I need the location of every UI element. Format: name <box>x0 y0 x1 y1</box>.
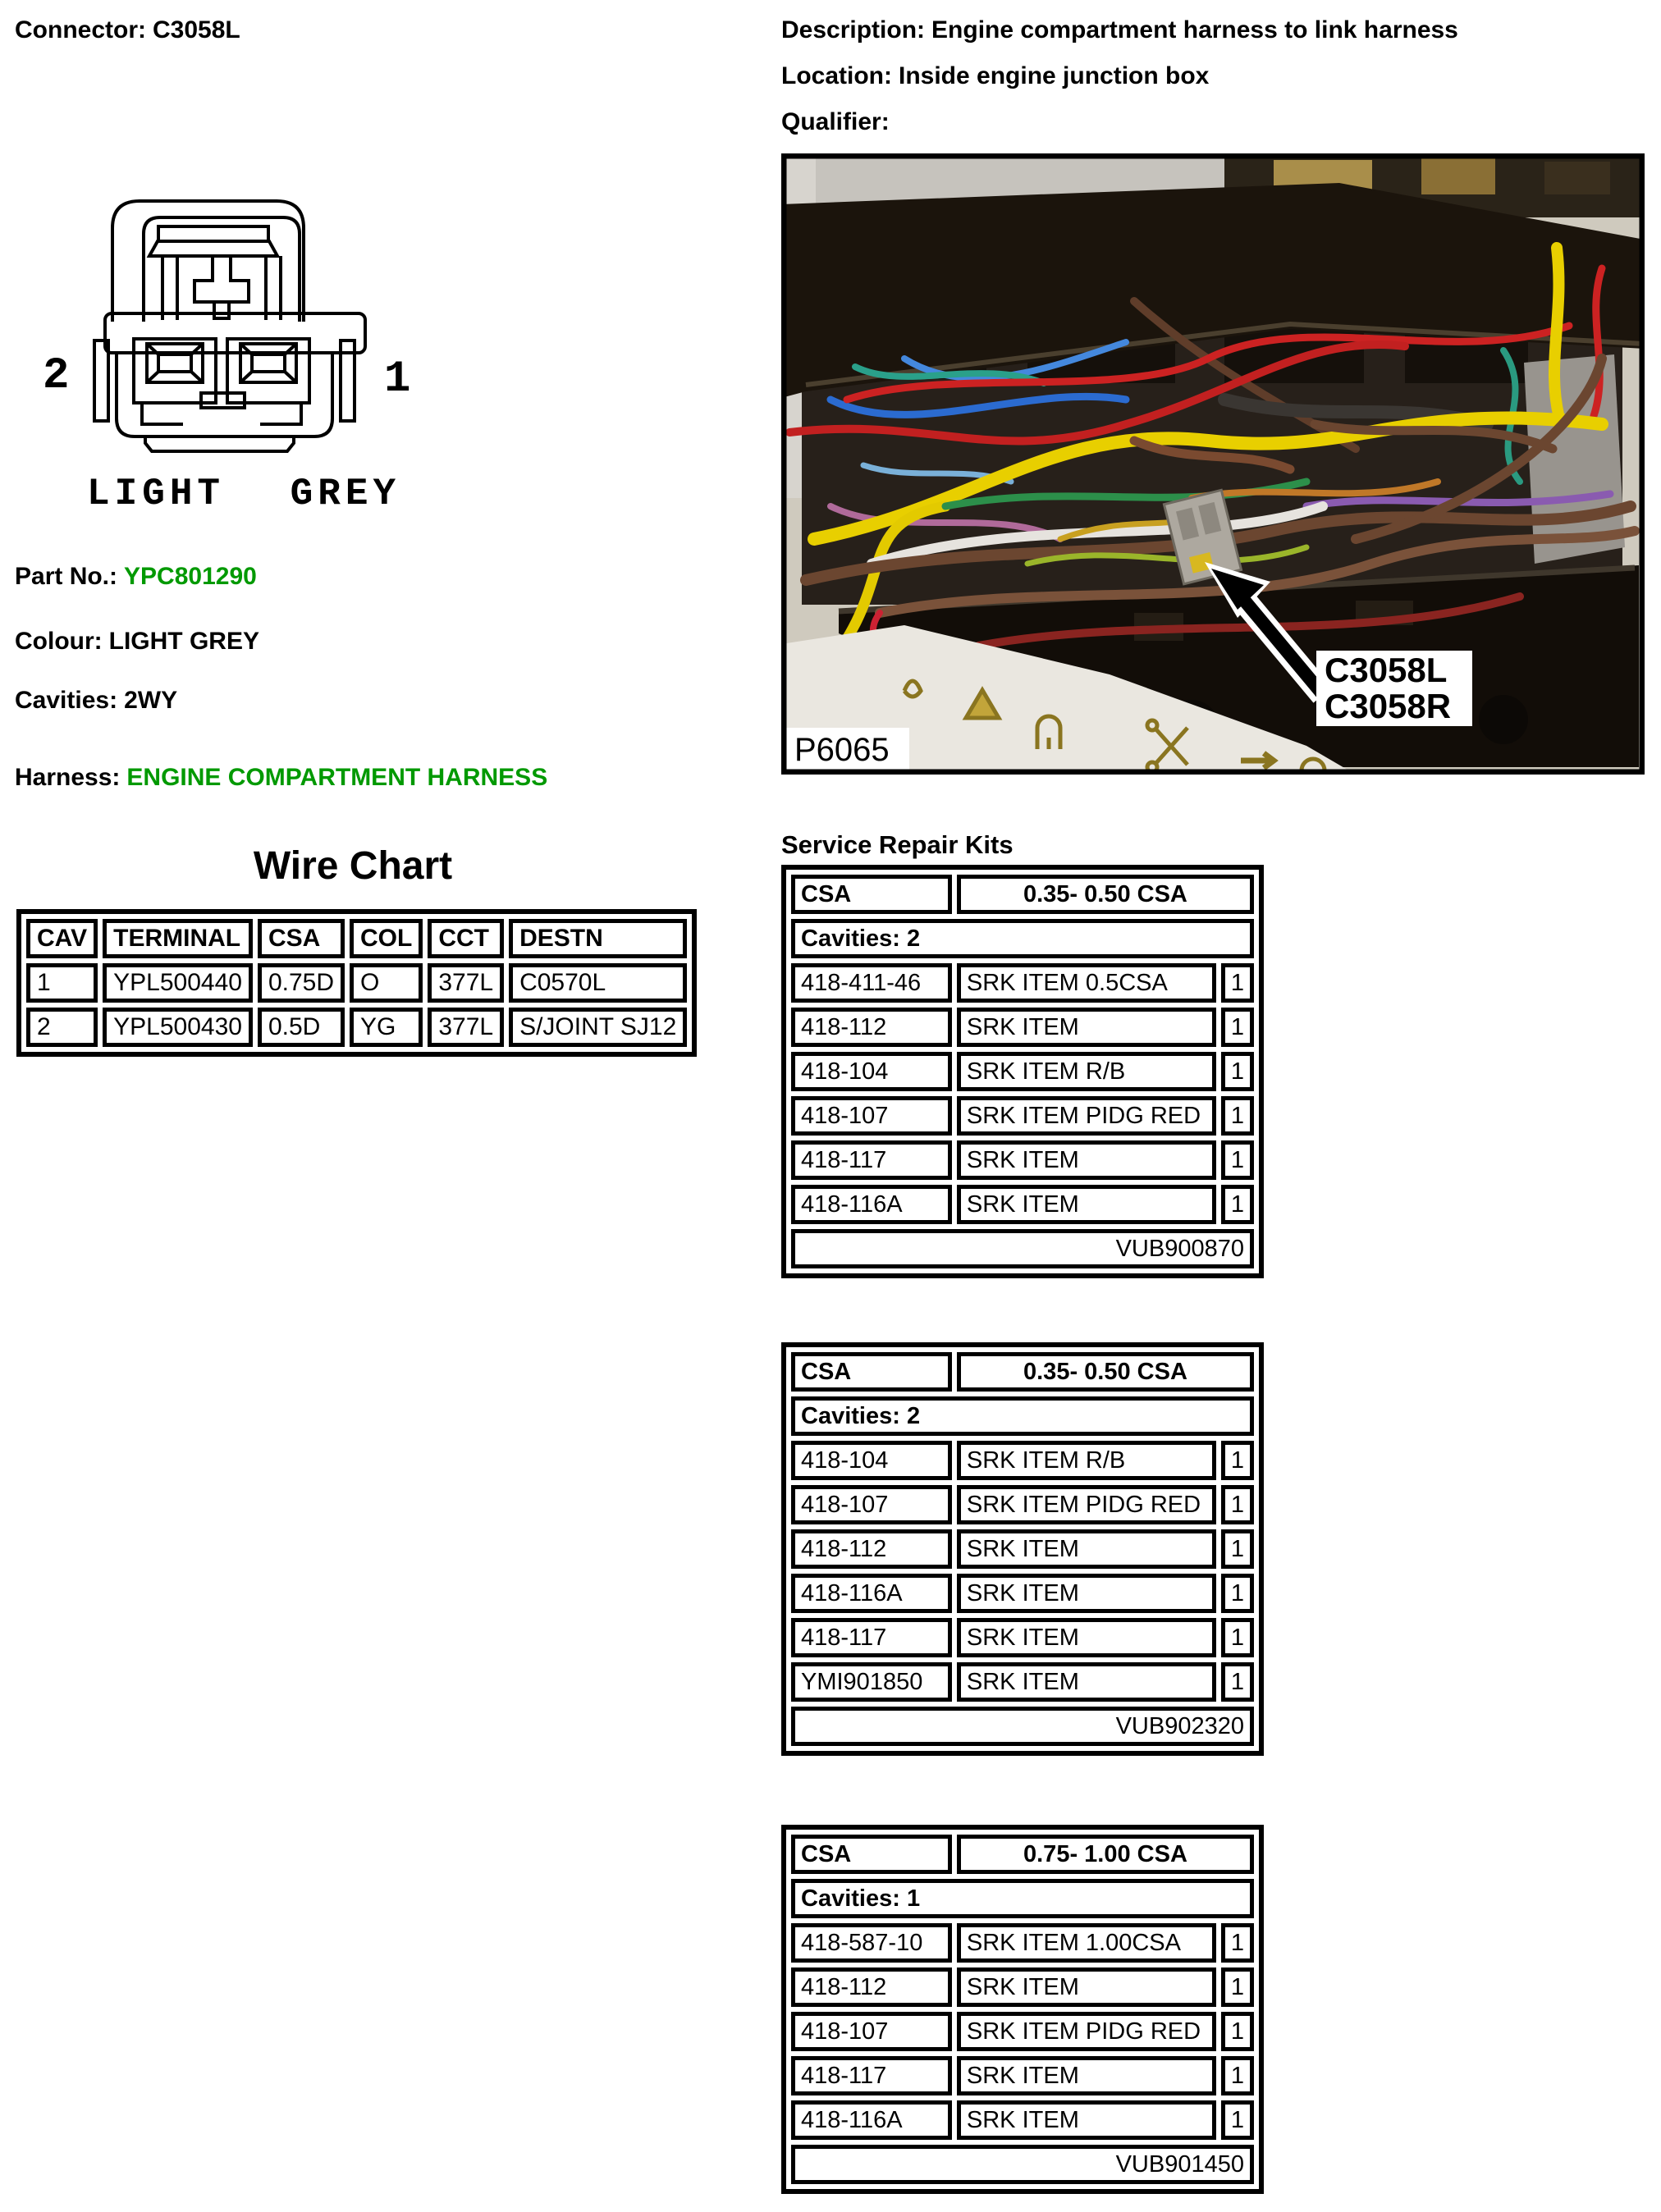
srk-desc: SRK ITEM PIDG RED <box>957 1485 1216 1524</box>
srk-desc: SRK ITEM <box>957 1967 1216 2007</box>
srk-part: 418-112 <box>791 1967 952 2007</box>
srk-row <box>791 1441 1254 1480</box>
srk-cavities-row <box>791 919 1254 958</box>
col-header-terminal: TERMINAL <box>103 919 253 958</box>
pin-number-right: 1 <box>384 354 411 404</box>
srk-row <box>791 2100 1254 2140</box>
srk-table-1 <box>781 865 1264 1278</box>
cell-csa: 0.5D <box>258 1008 345 1047</box>
srk-row <box>791 1529 1254 1569</box>
cavities-line <box>15 687 177 715</box>
location-label: Location: <box>781 62 892 89</box>
srk-kit-number: VUB902320 <box>791 1707 1254 1746</box>
srk-desc: SRK ITEM <box>957 1529 1216 1569</box>
col-header-cav: CAV <box>26 919 98 958</box>
description-value: Engine compartment harness to link harness <box>931 16 1458 43</box>
srk-row <box>791 2056 1254 2095</box>
srk-kit-number: VUB901450 <box>791 2145 1254 2184</box>
connector-colour-caption: LIGHT GREY <box>87 473 401 515</box>
description-line <box>781 16 1458 44</box>
cell-cct: 377L <box>428 963 504 1003</box>
cell-terminal: YPL500430 <box>103 1008 253 1047</box>
srk-desc: SRK ITEM R/B <box>957 1052 1216 1091</box>
srk-qty: 1 <box>1221 2100 1254 2140</box>
srk-part: 418-107 <box>791 2012 952 2051</box>
srk-row <box>791 963 1254 1003</box>
srk-part: 418-107 <box>791 1096 952 1136</box>
connector-value: C3058L <box>153 16 240 43</box>
part-no-line <box>15 563 257 591</box>
cell-destn: C0570L <box>509 963 687 1003</box>
srk-part: 418-117 <box>791 1140 952 1180</box>
srk-qty: 1 <box>1221 963 1254 1003</box>
srk-desc: SRK ITEM <box>957 2100 1216 2140</box>
cell-terminal: YPL500440 <box>103 963 253 1003</box>
srk-qty: 1 <box>1221 1485 1254 1524</box>
srk-desc: SRK ITEM <box>957 1618 1216 1657</box>
srk-row <box>791 2012 1254 2051</box>
srk-row <box>791 1052 1254 1091</box>
col-header-csa: CSA <box>258 919 345 958</box>
srk-title: Service Repair Kits <box>781 830 1014 859</box>
location-line <box>781 62 1209 90</box>
srk-cavities: Cavities: 1 <box>791 1879 1254 1918</box>
location-photo <box>781 153 1645 775</box>
harness-label: Harness: <box>15 764 121 791</box>
wire-chart-table <box>16 909 697 1057</box>
srk-row <box>791 1618 1254 1657</box>
cell-destn: S/JOINT SJ12 <box>509 1008 687 1047</box>
colour-line <box>15 628 259 656</box>
cavities-label: Cavities: <box>15 687 118 714</box>
location-value: Inside engine junction box <box>899 62 1210 89</box>
srk-qty: 1 <box>1221 1923 1254 1963</box>
srk-csa-label: CSA <box>791 1835 952 1874</box>
srk-row <box>791 1185 1254 1224</box>
srk-row <box>791 1662 1254 1702</box>
srk-row <box>791 1008 1254 1047</box>
srk-qty: 1 <box>1221 1662 1254 1702</box>
srk-csa-range: 0.35- 0.50 CSA <box>957 875 1254 914</box>
srk-table-2 <box>781 1342 1264 1756</box>
srk-qty: 1 <box>1221 1967 1254 2007</box>
srk-desc: SRK ITEM <box>957 1008 1216 1047</box>
srk-part: 418-112 <box>791 1008 952 1047</box>
colour-value: LIGHT GREY <box>108 628 259 655</box>
srk-part: 418-104 <box>791 1441 952 1480</box>
wire-chart-title: Wire Chart <box>253 844 453 888</box>
srk-qty: 1 <box>1221 1574 1254 1613</box>
figure-id-box <box>786 728 909 770</box>
srk-part: 418-104 <box>791 1052 952 1091</box>
cavities-value: 2WY <box>124 687 178 714</box>
pin-number-left: 2 <box>43 351 70 401</box>
srk-part: 418-107 <box>791 1485 952 1524</box>
srk-cavities: Cavities: 2 <box>791 1396 1254 1436</box>
srk-csa-label: CSA <box>791 875 952 914</box>
srk-qty: 1 <box>1221 1140 1254 1180</box>
connector-title <box>15 16 240 44</box>
srk-qty: 1 <box>1221 1052 1254 1091</box>
cell-csa: 0.75D <box>258 963 345 1003</box>
figure-id: P6065 <box>794 732 890 768</box>
cell-col: O <box>350 963 423 1003</box>
cell-cav: 1 <box>26 963 98 1003</box>
srk-desc: SRK ITEM R/B <box>957 1441 1216 1480</box>
srk-qty: 1 <box>1221 1618 1254 1657</box>
srk-part: 418-587-10 <box>791 1923 952 1963</box>
part-no-label: Part No.: <box>15 563 118 590</box>
srk-header-row <box>791 1352 1254 1392</box>
srk-part: YMI901850 <box>791 1662 952 1702</box>
srk-desc: SRK ITEM PIDG RED <box>957 1096 1216 1136</box>
srk-qty: 1 <box>1221 1185 1254 1224</box>
srk-part: 418-116A <box>791 2100 952 2140</box>
callout-label <box>1316 651 1472 726</box>
srk-kit-row <box>791 1707 1254 1746</box>
srk-desc: SRK ITEM <box>957 2056 1216 2095</box>
srk-qty: 1 <box>1221 1441 1254 1480</box>
srk-table-3 <box>781 1825 1264 2194</box>
srk-part: 418-117 <box>791 2056 952 2095</box>
wire-row <box>26 1008 687 1047</box>
srk-part: 418-411-46 <box>791 963 952 1003</box>
connector-diagram <box>25 197 435 525</box>
description-label: Description: <box>781 16 926 43</box>
srk-csa-label: CSA <box>791 1352 952 1392</box>
cell-cav: 2 <box>26 1008 98 1047</box>
srk-csa-range: 0.75- 1.00 CSA <box>957 1835 1254 1874</box>
srk-qty: 1 <box>1221 2012 1254 2051</box>
srk-cavities: Cavities: 2 <box>791 919 1254 958</box>
srk-row <box>791 1923 1254 1963</box>
connector-outline <box>94 201 365 451</box>
srk-cavities-row <box>791 1879 1254 1918</box>
srk-row <box>791 1967 1254 2007</box>
qualifier-label: Qualifier: <box>781 108 890 135</box>
srk-qty: 1 <box>1221 1096 1254 1136</box>
srk-row <box>791 1485 1254 1524</box>
srk-qty: 1 <box>1221 2056 1254 2095</box>
col-header-destn: DESTN <box>509 919 687 958</box>
srk-kit-number: VUB900870 <box>791 1229 1254 1268</box>
srk-qty: 1 <box>1221 1529 1254 1569</box>
cell-col: YG <box>350 1008 423 1047</box>
harness-line <box>15 764 547 792</box>
srk-part: 418-112 <box>791 1529 952 1569</box>
wire-chart-header-row <box>26 919 687 958</box>
srk-qty: 1 <box>1221 1008 1254 1047</box>
srk-part: 418-116A <box>791 1185 952 1224</box>
srk-part: 418-116A <box>791 1574 952 1613</box>
srk-row <box>791 1140 1254 1180</box>
srk-kit-row <box>791 1229 1254 1268</box>
srk-header-row <box>791 875 1254 914</box>
callout-line2: C3058R <box>1325 687 1452 725</box>
srk-desc: SRK ITEM 1.00CSA <box>957 1923 1216 1963</box>
srk-desc: SRK ITEM <box>957 1662 1216 1702</box>
srk-row <box>791 1096 1254 1136</box>
srk-row <box>791 1574 1254 1613</box>
col-header-col: COL <box>350 919 423 958</box>
srk-desc: SRK ITEM <box>957 1185 1216 1224</box>
part-no-value: YPC801290 <box>124 563 257 590</box>
cell-cct: 377L <box>428 1008 504 1047</box>
srk-part: 418-117 <box>791 1618 952 1657</box>
connector-label: Connector: <box>15 16 146 43</box>
srk-desc: SRK ITEM PIDG RED <box>957 2012 1216 2051</box>
srk-desc: SRK ITEM <box>957 1140 1216 1180</box>
qualifier-line <box>781 108 896 136</box>
srk-cavities-row <box>791 1396 1254 1436</box>
srk-kit-row <box>791 2145 1254 2184</box>
srk-csa-range: 0.35- 0.50 CSA <box>957 1352 1254 1392</box>
col-header-cct: CCT <box>428 919 504 958</box>
srk-desc: SRK ITEM <box>957 1574 1216 1613</box>
callout-line1: C3058L <box>1325 651 1448 689</box>
harness-value: ENGINE COMPARTMENT HARNESS <box>126 764 548 791</box>
colour-label: Colour: <box>15 628 103 655</box>
srk-desc: SRK ITEM 0.5CSA <box>957 963 1216 1003</box>
wire-row <box>26 963 687 1003</box>
srk-header-row <box>791 1835 1254 1874</box>
